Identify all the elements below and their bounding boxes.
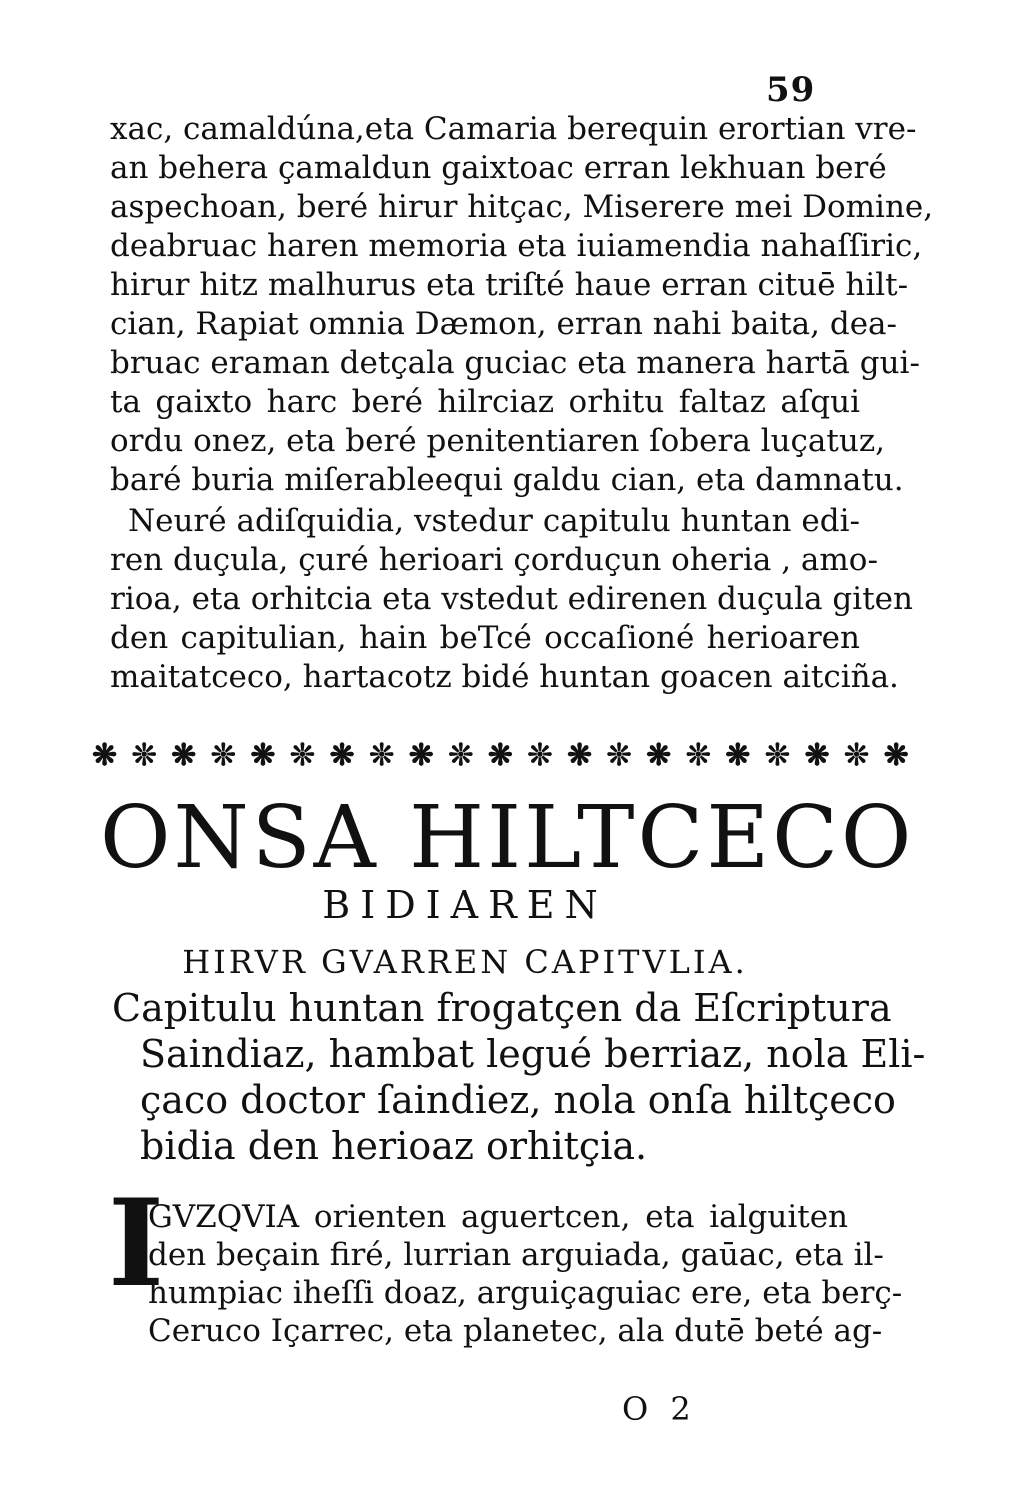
text-line: humpiac iheſſi doaz, arguiçaguiac ere, eta berç- [148,1275,903,1311]
text-line: Ceruco Içarrec, eta planetec, ala dutē beté ag- [148,1313,883,1349]
text-line: den capitulian, hain beTcé occaſioné herioaren [110,620,860,656]
text-line: deabruac haren memoria eta iuiamendia nahaſſiric, [110,228,923,264]
chapter-title: ONSA HILTCECO [100,788,915,888]
text-line: cian, Rapiat omnia Dæmon, erran nahi baita, dea- [110,306,898,342]
text-line: maitatceco, hartacotz bidé huntan goacen aitciña. [110,659,899,695]
text-line: den beçain firé, lurrian arguiada, gaūac, eta il- [148,1237,884,1273]
drop-cap: I [108,1173,165,1314]
summary-line: Capitulu huntan frogatçen da Eſcriptura [112,986,892,1030]
page-number: 59 [766,70,816,110]
text-line: an behera çamaldun gaixtoac erran lekhuan beré [110,150,887,186]
text-line: xac, camaldúna,eta Camaria berequin erortian vre- [110,111,917,147]
text-line: GVZQVIA orienten aguertcen, eta ialguiten [148,1199,848,1235]
text-block-top [110,110,934,500]
opening-text [148,1198,903,1350]
chapter-summary [112,985,926,1169]
summary-line: Saindiaz, hambat legué berriaz, nola Eli- [140,1032,926,1076]
chapter-subtitle: BIDIAREN [322,883,608,927]
text-line: ren duçula, çuré herioari çorduçun oheria , amo- [110,542,878,578]
signature-mark: O 2 [622,1390,697,1428]
text-line: baré buria miſerableequi galdu cian, eta damnatu. [110,462,904,498]
text-line: hirur hitz malhurus eta triſté haue erran cituē hilt- [110,267,909,303]
ornamental-rule: ❋ ❊ ❋ ❊ ❋ ❊ ❋ ❊ ❋ ❊ ❋ ❊ ❋ ❊ ❋ ❊ ❋ ❊ ❋ ❊ ❋ [92,738,911,773]
text-line: bruac eraman detçala guciac eta manera hartā gui- [110,345,920,381]
text-line: aspechoan, beré hirur hitçac, Miserere mei Domine, [110,189,934,225]
text-line: ordu onez, eta beré penitentiaren ſobera luçatuz, [110,423,885,459]
summary-line: çaco doctor ſaindiez, nola onſa hiltçeco [140,1078,896,1122]
text-line: rioa, eta orhitcia eta vstedut edirenen duçula giten [110,581,913,617]
text-block-paragraph [110,502,913,697]
summary-line: bidia den herioaz orhitçia. [140,1124,648,1168]
text-line: Neuré adiſquidia, vstedur capitulu huntan edi- [128,503,860,539]
text-line: ta gaixto harc beré hilrciaz orhitu faltaz aſqui [110,384,860,420]
chapter-heading: HIRVR GVARREN CAPITVLIA. [182,943,748,981]
